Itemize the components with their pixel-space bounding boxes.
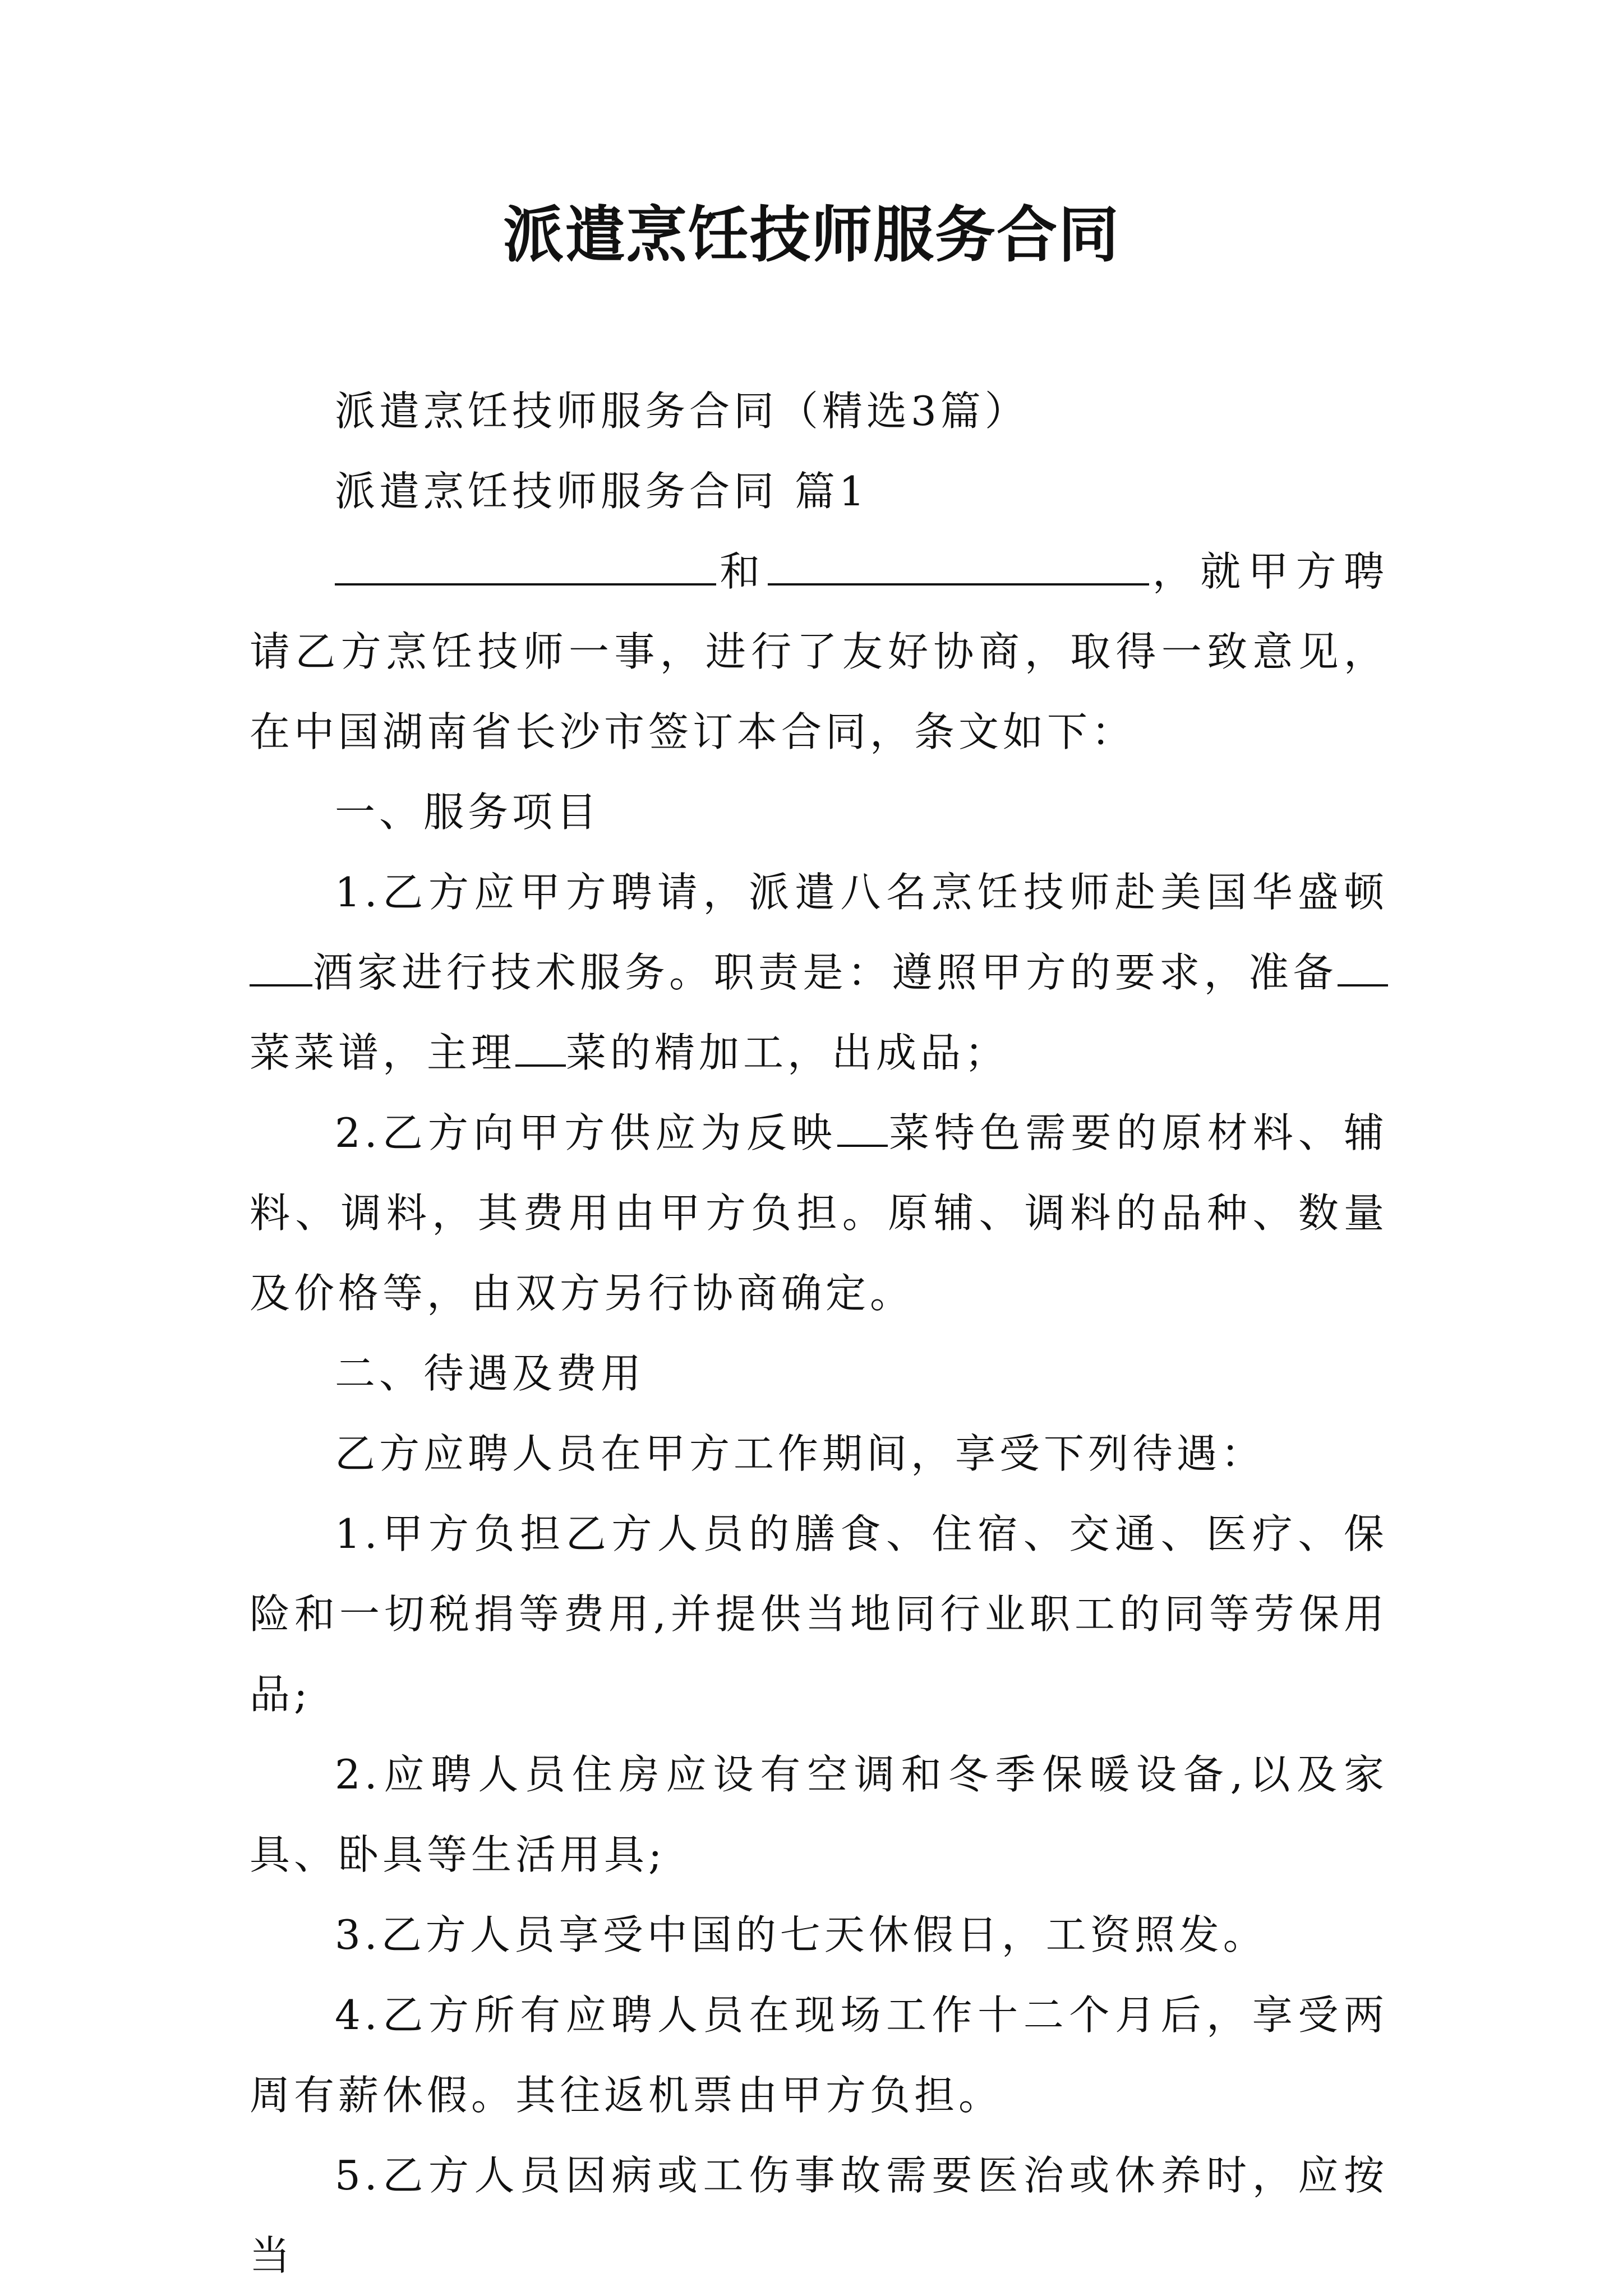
item1-part4: 菜的精加工，出成品； <box>566 1029 1009 1076</box>
paragraph-benefits-intro: 乙方应聘人员在甲方工作期间，享受下列待遇： <box>335 1430 1266 1477</box>
document-body <box>250 371 1388 2296</box>
item1-part1: 1.乙方应甲方聘请，派遣八名烹饪技师赴美国华盛顿 <box>335 869 1388 916</box>
paragraph-benefit-4: 4.乙方所有应聘人员在现场工作十二个月后，享受两周有薪休假。其往返机票由甲方负担。 <box>250 1991 1388 2119</box>
paragraph-heading-service-items: 一、服务项目 <box>335 789 601 836</box>
paragraph-item-2 <box>250 1093 1388 1334</box>
intro-tail-text: ，就甲方聘请乙方烹饪技师一事，进行了友好协商，取得一致意见，在中国湖南省长沙市签订本合同，条文如下： <box>250 548 1388 755</box>
document-title: 派遣烹饪技师服务合同 <box>502 200 1120 270</box>
paragraph-benefit-5: 5.乙方人员因病或工伤事故需要医治或休养时，应按当 <box>250 2152 1388 2279</box>
item2-part1: 2.乙方向甲方供应为反映 <box>335 1109 837 1156</box>
party-b-blank <box>768 550 1149 585</box>
cuisine-blank-1 <box>1338 951 1388 986</box>
paragraph-benefit-2: 2.应聘人员住房应设有空调和冬季保暖设备,以及家具、卧具等生活用具; <box>250 1751 1388 1878</box>
item2-part2: 菜特色需要的原材料、辅料、调料，其费用由甲方负担。原辅、调料的品种、数量及价格等，由双方另行协商确定。 <box>250 1109 1388 1317</box>
intro-and-text: 和 <box>716 548 768 595</box>
item1-part3: 菜菜谱，主理 <box>250 1029 516 1076</box>
paragraph-subtitle: 派遣烹饪技师服务合同（精选3篇） <box>335 388 1029 435</box>
paragraph-parties-intro <box>250 532 1388 772</box>
item1-part2: 酒家进行技术服务。职责是：遵照甲方的要求，准备 <box>312 949 1338 996</box>
paragraph-section-heading: 派遣烹饪技师服务合同 篇1 <box>335 468 869 515</box>
party-a-blank <box>335 550 716 585</box>
cuisine-blank-3 <box>837 1111 888 1147</box>
restaurant-name-blank <box>250 951 312 986</box>
paragraph-benefit-3: 3.乙方人员享受中国的七天休假日，工资照发。 <box>335 1911 1267 1958</box>
paragraph-benefit-1: 1.甲方负担乙方人员的膳食、住宿、交通、医疗、保险和一切税捐等费用,并提供当地同行业职工的同等劳保用品; <box>250 1510 1388 1718</box>
paragraph-heading-benefits: 二、待遇及费用 <box>335 1350 645 1397</box>
paragraph-item-1 <box>250 852 1388 1093</box>
cuisine-blank-2 <box>515 1031 566 1067</box>
